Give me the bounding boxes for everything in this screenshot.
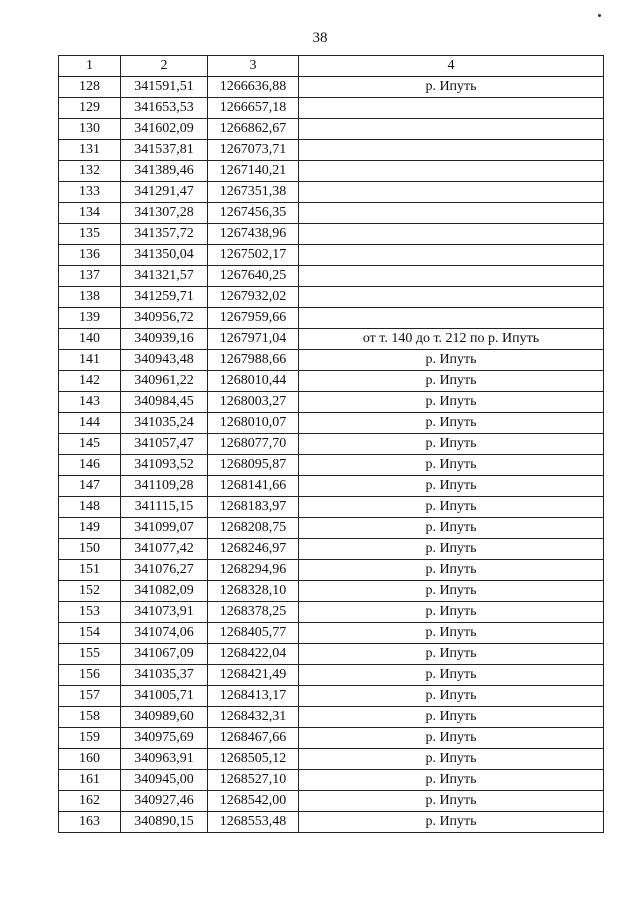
point-number-cell: 134 <box>59 203 121 224</box>
x-coordinate-cell: 341005,71 <box>121 686 208 707</box>
table-row <box>59 476 604 497</box>
y-coordinate-cell: 1266862,67 <box>208 119 299 140</box>
table-row <box>59 497 604 518</box>
description-cell <box>299 266 604 287</box>
x-coordinate-cell: 341350,04 <box>121 245 208 266</box>
table-row <box>59 266 604 287</box>
description-cell <box>299 182 604 203</box>
x-coordinate-cell: 341082,09 <box>121 581 208 602</box>
table-row <box>59 686 604 707</box>
description-cell: р. Ипуть <box>299 560 604 581</box>
table-row <box>59 728 604 749</box>
x-coordinate-cell: 340943,48 <box>121 350 208 371</box>
point-number-cell: 146 <box>59 455 121 476</box>
y-coordinate-cell: 1267971,04 <box>208 329 299 350</box>
column-header-4: 4 <box>299 56 604 77</box>
x-coordinate-cell: 341602,09 <box>121 119 208 140</box>
y-coordinate-cell: 1266657,18 <box>208 98 299 119</box>
description-cell: р. Ипуть <box>299 749 604 770</box>
y-coordinate-cell: 1268003,27 <box>208 392 299 413</box>
description-cell <box>299 119 604 140</box>
table-row <box>59 665 604 686</box>
x-coordinate-cell: 340956,72 <box>121 308 208 329</box>
y-coordinate-cell: 1268095,87 <box>208 455 299 476</box>
description-cell <box>299 98 604 119</box>
table-header-row <box>59 56 604 77</box>
table-row <box>59 560 604 581</box>
description-cell: р. Ипуть <box>299 770 604 791</box>
coordinates-table <box>58 55 604 833</box>
point-number-cell: 131 <box>59 140 121 161</box>
table-row <box>59 161 604 182</box>
x-coordinate-cell: 341307,28 <box>121 203 208 224</box>
table-row <box>59 245 604 266</box>
x-coordinate-cell: 340890,15 <box>121 812 208 833</box>
x-coordinate-cell: 341537,81 <box>121 140 208 161</box>
point-number-cell: 143 <box>59 392 121 413</box>
description-cell: р. Ипуть <box>299 623 604 644</box>
x-coordinate-cell: 341035,24 <box>121 413 208 434</box>
y-coordinate-cell: 1267351,38 <box>208 182 299 203</box>
table-row <box>59 98 604 119</box>
table-row <box>59 644 604 665</box>
point-number-cell: 137 <box>59 266 121 287</box>
x-coordinate-cell: 340945,00 <box>121 770 208 791</box>
x-coordinate-cell: 340939,16 <box>121 329 208 350</box>
point-number-cell: 151 <box>59 560 121 581</box>
table-row <box>59 119 604 140</box>
y-coordinate-cell: 1268467,66 <box>208 728 299 749</box>
point-number-cell: 142 <box>59 371 121 392</box>
description-cell: р. Ипуть <box>299 728 604 749</box>
table-row <box>59 749 604 770</box>
description-cell: р. Ипуть <box>299 707 604 728</box>
description-cell: р. Ипуть <box>299 644 604 665</box>
description-cell: от т. 140 до т. 212 по р. Ипуть <box>299 329 604 350</box>
table-row <box>59 140 604 161</box>
description-cell <box>299 140 604 161</box>
page-number: 38 <box>312 30 328 46</box>
y-coordinate-cell: 1268505,12 <box>208 749 299 770</box>
column-header-3: 3 <box>208 56 299 77</box>
x-coordinate-cell: 340961,22 <box>121 371 208 392</box>
point-number-cell: 160 <box>59 749 121 770</box>
x-coordinate-cell: 341259,71 <box>121 287 208 308</box>
point-number-cell: 149 <box>59 518 121 539</box>
y-coordinate-cell: 1268077,70 <box>208 434 299 455</box>
x-coordinate-cell: 340989,60 <box>121 707 208 728</box>
point-number-cell: 158 <box>59 707 121 728</box>
y-coordinate-cell: 1267502,17 <box>208 245 299 266</box>
table-row <box>59 392 604 413</box>
table-row <box>59 623 604 644</box>
description-cell <box>299 245 604 266</box>
x-coordinate-cell: 341653,53 <box>121 98 208 119</box>
description-cell <box>299 203 604 224</box>
table-row <box>59 203 604 224</box>
description-cell: р. Ипуть <box>299 665 604 686</box>
point-number-cell: 159 <box>59 728 121 749</box>
scan-speck <box>598 14 601 17</box>
x-coordinate-cell: 341077,42 <box>121 539 208 560</box>
point-number-cell: 157 <box>59 686 121 707</box>
description-cell: р. Ипуть <box>299 371 604 392</box>
table-row <box>59 434 604 455</box>
column-header-2: 2 <box>121 56 208 77</box>
description-cell: р. Ипуть <box>299 791 604 812</box>
description-cell: р. Ипуть <box>299 392 604 413</box>
point-number-cell: 148 <box>59 497 121 518</box>
x-coordinate-cell: 341389,46 <box>121 161 208 182</box>
y-coordinate-cell: 1268432,31 <box>208 707 299 728</box>
y-coordinate-cell: 1268294,96 <box>208 560 299 581</box>
point-number-cell: 141 <box>59 350 121 371</box>
y-coordinate-cell: 1268246,97 <box>208 539 299 560</box>
description-cell: р. Ипуть <box>299 413 604 434</box>
description-cell: р. Ипуть <box>299 518 604 539</box>
y-coordinate-cell: 1267988,66 <box>208 350 299 371</box>
y-coordinate-cell: 1268527,10 <box>208 770 299 791</box>
x-coordinate-cell: 341073,91 <box>121 602 208 623</box>
point-number-cell: 135 <box>59 224 121 245</box>
description-cell <box>299 161 604 182</box>
point-number-cell: 138 <box>59 287 121 308</box>
description-cell: р. Ипуть <box>299 77 604 98</box>
y-coordinate-cell: 1268378,25 <box>208 602 299 623</box>
table-row <box>59 182 604 203</box>
table-body <box>59 77 604 833</box>
y-coordinate-cell: 1267438,96 <box>208 224 299 245</box>
point-number-cell: 136 <box>59 245 121 266</box>
y-coordinate-cell: 1267932,02 <box>208 287 299 308</box>
point-number-cell: 129 <box>59 98 121 119</box>
y-coordinate-cell: 1268421,49 <box>208 665 299 686</box>
y-coordinate-cell: 1267640,25 <box>208 266 299 287</box>
description-cell: р. Ипуть <box>299 581 604 602</box>
y-coordinate-cell: 1267140,21 <box>208 161 299 182</box>
point-number-cell: 139 <box>59 308 121 329</box>
x-coordinate-cell: 340984,45 <box>121 392 208 413</box>
y-coordinate-cell: 1268553,48 <box>208 812 299 833</box>
x-coordinate-cell: 341067,09 <box>121 644 208 665</box>
table-row <box>59 602 604 623</box>
y-coordinate-cell: 1268413,17 <box>208 686 299 707</box>
x-coordinate-cell: 341291,47 <box>121 182 208 203</box>
x-coordinate-cell: 341357,72 <box>121 224 208 245</box>
point-number-cell: 145 <box>59 434 121 455</box>
y-coordinate-cell: 1267073,71 <box>208 140 299 161</box>
description-cell <box>299 287 604 308</box>
y-coordinate-cell: 1268010,44 <box>208 371 299 392</box>
x-coordinate-cell: 340963,91 <box>121 749 208 770</box>
point-number-cell: 144 <box>59 413 121 434</box>
point-number-cell: 152 <box>59 581 121 602</box>
point-number-cell: 163 <box>59 812 121 833</box>
y-coordinate-cell: 1268141,66 <box>208 476 299 497</box>
y-coordinate-cell: 1268183,97 <box>208 497 299 518</box>
y-coordinate-cell: 1268328,10 <box>208 581 299 602</box>
point-number-cell: 132 <box>59 161 121 182</box>
point-number-cell: 147 <box>59 476 121 497</box>
point-number-cell: 133 <box>59 182 121 203</box>
table-row <box>59 455 604 476</box>
x-coordinate-cell: 340927,46 <box>121 791 208 812</box>
description-cell: р. Ипуть <box>299 497 604 518</box>
table-row <box>59 539 604 560</box>
table-row <box>59 518 604 539</box>
x-coordinate-cell: 341115,15 <box>121 497 208 518</box>
y-coordinate-cell: 1268542,00 <box>208 791 299 812</box>
point-number-cell: 150 <box>59 539 121 560</box>
x-coordinate-cell: 341035,37 <box>121 665 208 686</box>
y-coordinate-cell: 1268405,77 <box>208 623 299 644</box>
x-coordinate-cell: 341074,06 <box>121 623 208 644</box>
y-coordinate-cell: 1268208,75 <box>208 518 299 539</box>
x-coordinate-cell: 341591,51 <box>121 77 208 98</box>
point-number-cell: 162 <box>59 791 121 812</box>
description-cell <box>299 224 604 245</box>
x-coordinate-cell: 341109,28 <box>121 476 208 497</box>
table-row <box>59 770 604 791</box>
table-row <box>59 287 604 308</box>
y-coordinate-cell: 1267456,35 <box>208 203 299 224</box>
point-number-cell: 140 <box>59 329 121 350</box>
point-number-cell: 156 <box>59 665 121 686</box>
table-row <box>59 329 604 350</box>
y-coordinate-cell: 1267959,66 <box>208 308 299 329</box>
table-row <box>59 581 604 602</box>
column-header-1: 1 <box>59 56 121 77</box>
table-row <box>59 413 604 434</box>
description-cell: р. Ипуть <box>299 686 604 707</box>
x-coordinate-cell: 341093,52 <box>121 455 208 476</box>
point-number-cell: 155 <box>59 644 121 665</box>
point-number-cell: 130 <box>59 119 121 140</box>
table-row <box>59 77 604 98</box>
table-row <box>59 812 604 833</box>
point-number-cell: 161 <box>59 770 121 791</box>
y-coordinate-cell: 1268422,04 <box>208 644 299 665</box>
table-row <box>59 308 604 329</box>
point-number-cell: 153 <box>59 602 121 623</box>
x-coordinate-cell: 341099,07 <box>121 518 208 539</box>
description-cell: р. Ипуть <box>299 476 604 497</box>
x-coordinate-cell: 341057,47 <box>121 434 208 455</box>
description-cell: р. Ипуть <box>299 434 604 455</box>
point-number-cell: 154 <box>59 623 121 644</box>
table-row <box>59 224 604 245</box>
description-cell: р. Ипуть <box>299 812 604 833</box>
table-row <box>59 791 604 812</box>
x-coordinate-cell: 340975,69 <box>121 728 208 749</box>
table-row <box>59 707 604 728</box>
description-cell: р. Ипуть <box>299 602 604 623</box>
point-number-cell: 128 <box>59 77 121 98</box>
y-coordinate-cell: 1266636,88 <box>208 77 299 98</box>
description-cell: р. Ипуть <box>299 455 604 476</box>
table-row <box>59 350 604 371</box>
x-coordinate-cell: 341321,57 <box>121 266 208 287</box>
x-coordinate-cell: 341076,27 <box>121 560 208 581</box>
description-cell <box>299 308 604 329</box>
y-coordinate-cell: 1268010,07 <box>208 413 299 434</box>
description-cell: р. Ипуть <box>299 539 604 560</box>
table-row <box>59 371 604 392</box>
description-cell: р. Ипуть <box>299 350 604 371</box>
